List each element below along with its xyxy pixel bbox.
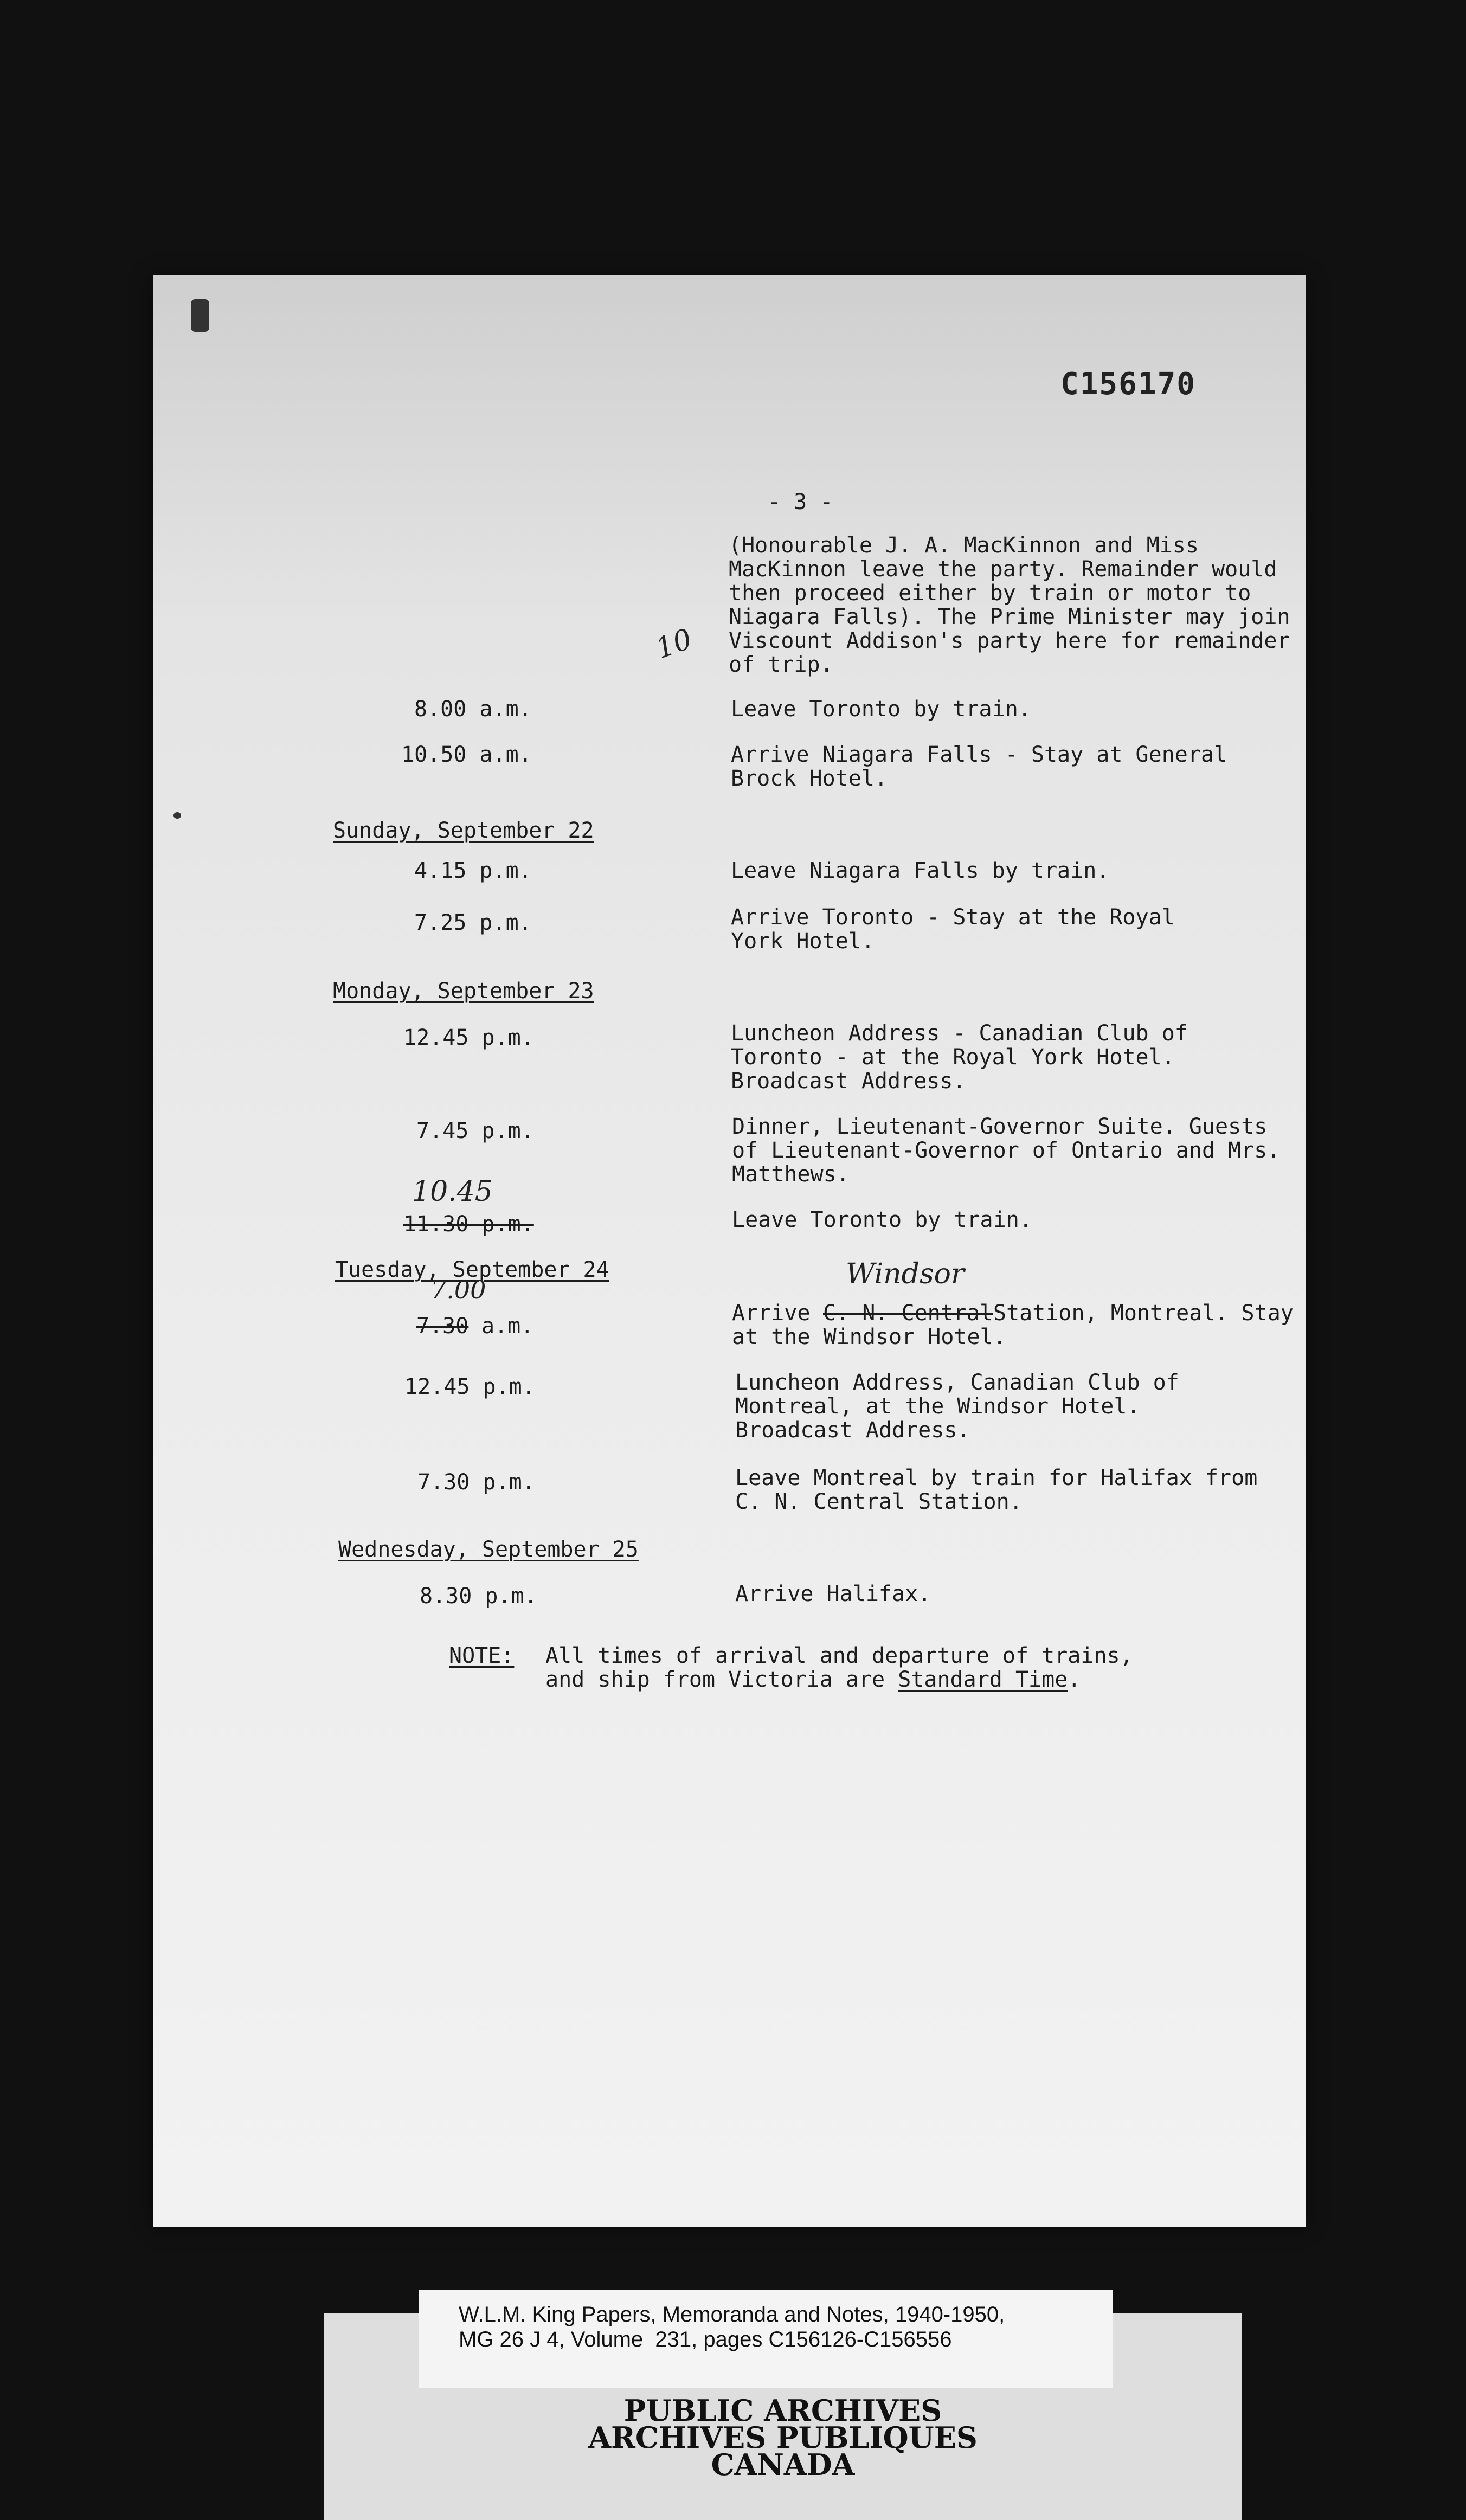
entry-text: Leave Niagara Falls by train. xyxy=(731,858,1110,883)
entry-time: 7.25 p.m. xyxy=(414,910,532,935)
entry-text: Arrive Toronto - Stay at the Royal York Hotel. xyxy=(731,905,1175,954)
entry-time-suffix: a.m. xyxy=(481,1314,534,1339)
archive-card-line1: W.L.M. King Papers, Memoranda and Notes, 1940-1950, xyxy=(459,2303,1005,2326)
archive-stamp-line3: CANADA xyxy=(711,2447,855,2482)
note-text-line1: All times of arrival and departure of trains, xyxy=(545,1643,1133,1668)
note-text-line2 xyxy=(545,1668,1081,1692)
entry-time: 8.30 p.m. xyxy=(420,1584,537,1609)
entry-text: Station, Montreal. Stay at the Windsor Hotel. xyxy=(732,1301,1294,1349)
entry-time: 10.50 a.m. xyxy=(401,742,532,767)
entry-text: Arrive Halifax. xyxy=(735,1582,931,1606)
archive-stamp-line2: ARCHIVES PUBLIQUES xyxy=(588,2420,978,2455)
entry-text: Leave Toronto by train. xyxy=(732,1207,1032,1232)
ink-speck xyxy=(173,812,181,819)
entry-time: 8.00 a.m. xyxy=(414,697,532,722)
entry-time: 7.45 p.m. xyxy=(416,1118,534,1143)
handwritten-text-correction: Windsor xyxy=(846,1258,965,1290)
entry-text: Dinner, Lieutenant-Governor Suite. Guests of Lieutenant-Governor of Ontario and Mrs. Matthews. xyxy=(732,1114,1281,1187)
intro-paragraph: (Honourable J. A. MacKinnon and Miss MacKinnon leave the party. Remainder would then proceed either by train or motor to Niagara Falls). The Prime Minister may join Viscount Addison's party here for remainder of trip. xyxy=(729,533,1290,677)
note-text-underlined: Standard Time xyxy=(898,1667,1068,1692)
archive-card-line2: MG 26 J 4, Volume 231, pages C156126-C156556 xyxy=(459,2328,952,2351)
day-heading: Tuesday, September 24 xyxy=(335,1257,609,1282)
day-heading: Monday, September 23 xyxy=(333,979,594,1004)
entry-text: Luncheon Address - Canadian Club of Toronto - at the Royal York Hotel. Broadcast Address. xyxy=(731,1021,1188,1094)
margin-handwritten-note: 10 xyxy=(651,622,697,666)
entry-text: Leave Toronto by train. xyxy=(731,697,1031,722)
entry-time: 4.15 p.m. xyxy=(414,858,532,883)
struck-entry-text: C. N. Central xyxy=(823,1301,993,1326)
struck-entry-time: 11.30 p.m. xyxy=(403,1212,534,1237)
day-heading: Sunday, September 22 xyxy=(333,818,594,843)
page-number: - 3 - xyxy=(768,490,833,515)
entry-text: Luncheon Address, Canadian Club of Montreal, at the Windsor Hotel. Broadcast Address. xyxy=(735,1370,1179,1443)
entry-time: 12.45 p.m. xyxy=(404,1374,535,1399)
archive-stamp-line1: PUBLIC ARCHIVES xyxy=(623,2393,942,2428)
day-heading: Wednesday, September 25 xyxy=(338,1537,639,1562)
entry-text: Leave Montreal by train for Halifax from C. N. Central Station. xyxy=(735,1465,1258,1514)
document-reference-number: C156170 xyxy=(1060,367,1197,402)
handwritten-time-correction: 10.45 xyxy=(412,1175,493,1208)
struck-entry-time: 7.30 xyxy=(416,1314,469,1339)
handwritten-time-correction: 7.00 xyxy=(430,1275,486,1304)
entry-text-start: Arrive xyxy=(732,1301,811,1326)
entry-text: Arrive Niagara Falls - Stay at General Brock Hotel. xyxy=(731,742,1227,791)
note-text-end: . xyxy=(1068,1667,1081,1692)
note-text-start: and ship from Victoria are xyxy=(545,1667,898,1692)
note-label: NOTE: xyxy=(449,1643,515,1668)
corner-mark xyxy=(191,299,209,332)
entry-time: 7.30 p.m. xyxy=(417,1470,535,1495)
entry-time: 12.45 p.m. xyxy=(403,1025,534,1050)
